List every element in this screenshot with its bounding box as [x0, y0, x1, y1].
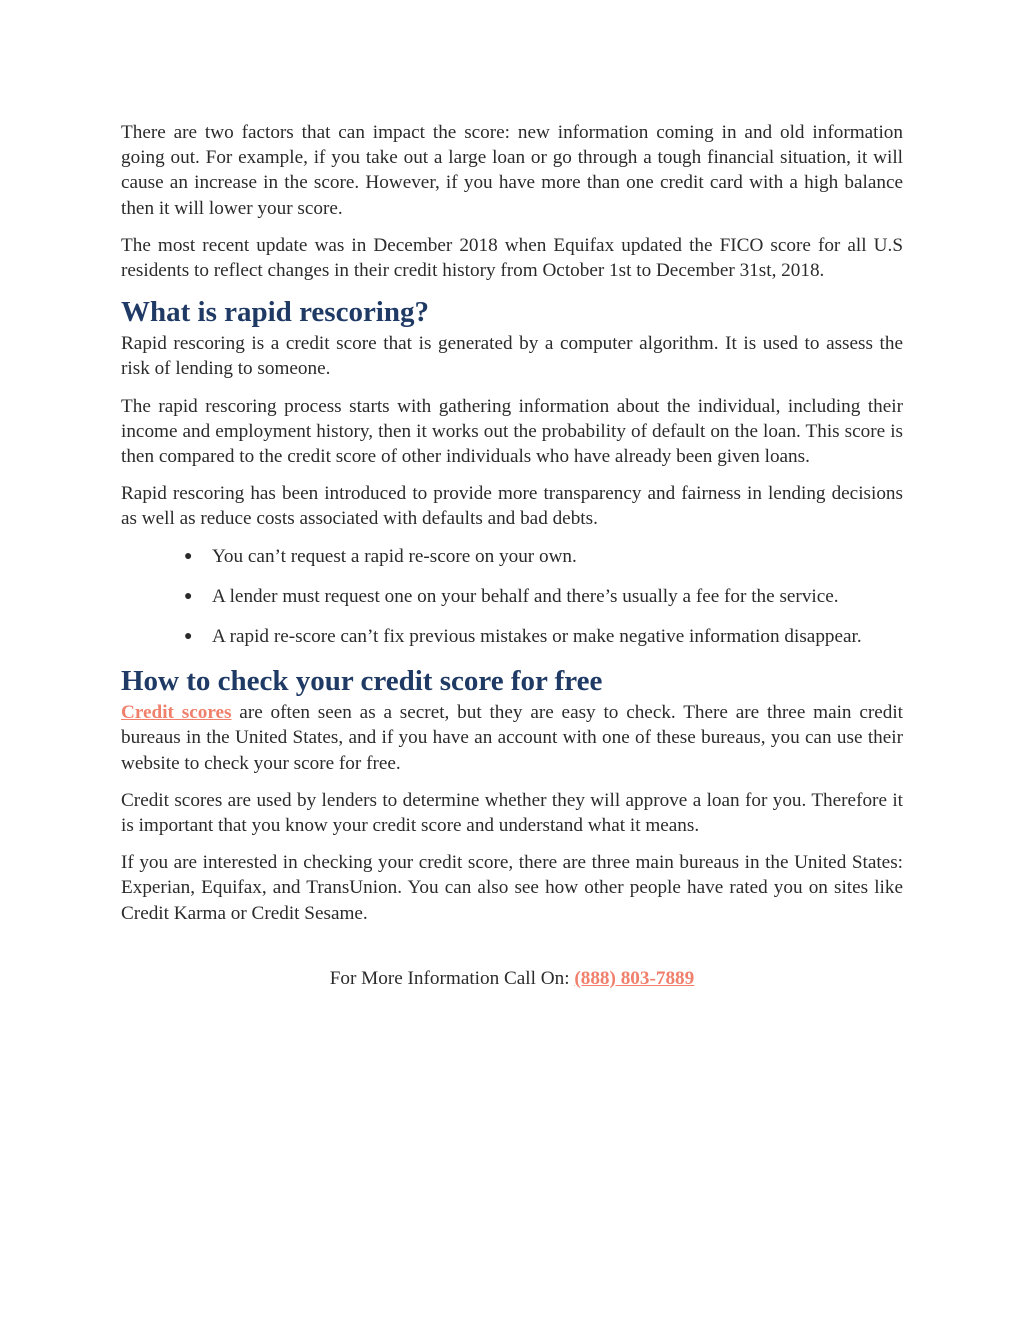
list-item-text: A lender must request one on your behalf and there’s usually a fee for the service. [212, 585, 839, 607]
bullet-icon: ● [184, 548, 193, 564]
check-score-paragraph-1-text: are often seen as a secret, but they are easy to check. There are three main credit bureaus in the United States, and if you have an account with one of these bureaus, you can use their website to check your score for free. [121, 702, 903, 774]
rapid-rescoring-paragraph-2: The rapid rescoring process starts with gathering information about the individual, including their income and employment history, then it works out the probability of default on the loan. This score is then compared to the credit score of other individuals who have already been given loans. [121, 395, 903, 468]
bullet-icon: ● [184, 629, 193, 645]
check-score-paragraph-3: If you are interested in checking your credit score, there are three main bureaus in the United States: Experian, Equifax, and TransUnion. You can also see how other people have rated you on sites like Credit Karma or Credit Sesame. [121, 852, 903, 924]
list-item [121, 624, 903, 649]
check-score-heading: How to check your credit score for free [121, 665, 603, 698]
intro-paragraph-1: There are two factors that can impact the score: new information coming in and old information going out. For example, if you take out a large loan or go through a tough financial situation, it will cause an increase in the score. However, if you have more than one credit card with a high balance then it will lower your score. [121, 122, 903, 219]
rapid-rescoring-paragraph-1: Rapid rescoring is a credit score that is generated by a computer algorithm. It is used to assess the risk of lending to someone. [121, 333, 903, 380]
check-score-paragraph-1 [121, 700, 903, 776]
rapid-rescoring-heading: What is rapid rescoring? [121, 296, 429, 329]
list-item [121, 584, 903, 609]
list-item [121, 544, 903, 569]
check-score-paragraph-2: Credit scores are used by lenders to determine whether they will approve a loan for you. Therefore it is important that you know your credit score and understand what it means. [121, 789, 903, 837]
credit-scores-link[interactable]: Credit scores [121, 702, 232, 724]
rapid-rescoring-paragraph-3: Rapid rescoring has been introduced to provide more transparency and fairness in lending decisions as well as reduce costs associated with defaults and bad debts. [121, 483, 903, 530]
list-item-text: A rapid re-score can’t fix previous mistakes or make negative information disappear. [212, 626, 862, 648]
bullet-icon: ● [184, 588, 193, 604]
phone-link[interactable]: (888) 803-7889 [574, 967, 695, 989]
document-page [121, 120, 903, 991]
contact-label: For More Information Call On: [329, 967, 575, 989]
rapid-rescoring-bullet-list [121, 544, 903, 650]
contact-footer [121, 966, 903, 991]
list-item-text: You can’t request a rapid re-score on your own. [212, 545, 577, 567]
intro-paragraph-2: The most recent update was in December 2018 when Equifax updated the FICO score for all U.S residents to reflect changes in their credit history from October 1st to December 31st, 2018. [121, 234, 903, 282]
